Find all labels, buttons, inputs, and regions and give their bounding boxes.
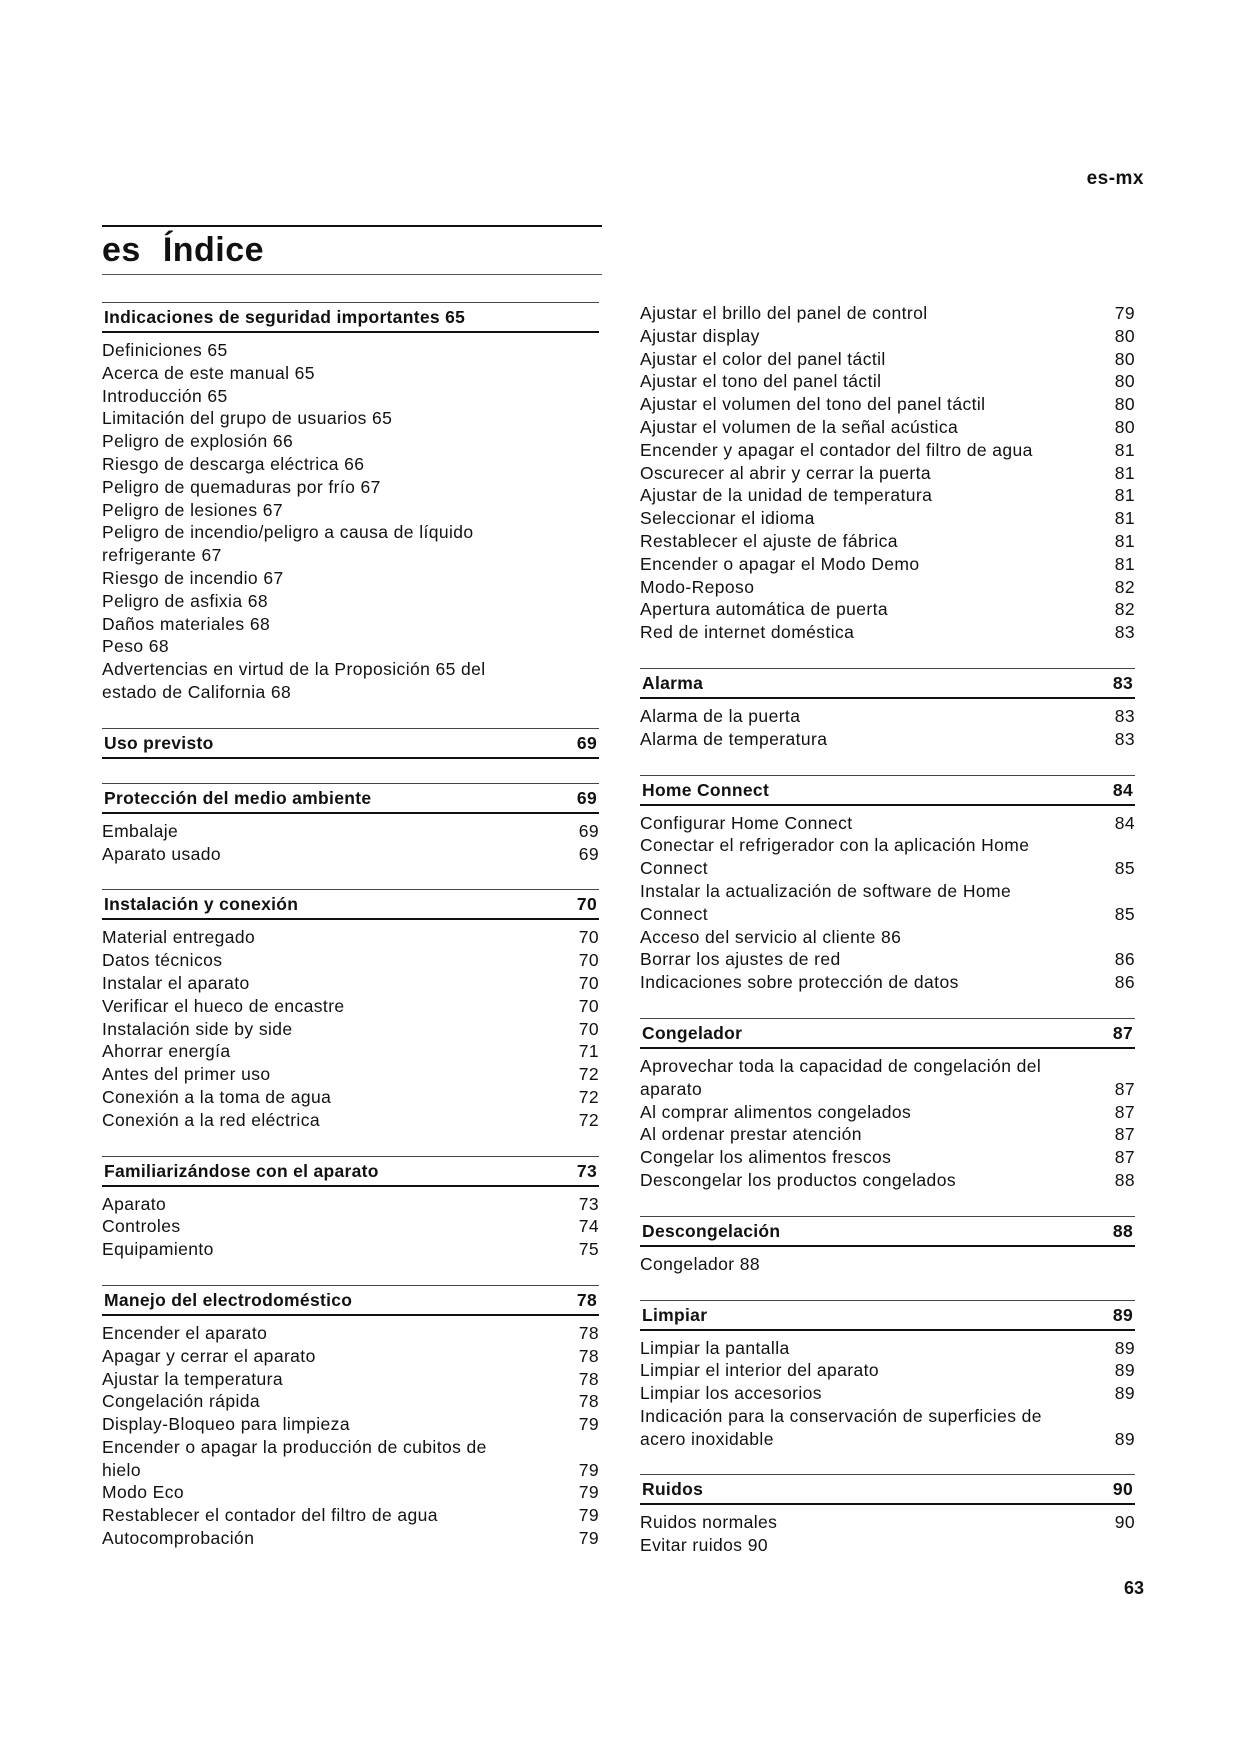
toc-section-title: Instalación y conexión <box>104 894 299 915</box>
toc-entry[interactable] <box>640 880 1135 926</box>
toc-entry[interactable] <box>640 1337 1135 1360</box>
toc-entry-page: 72 <box>578 1109 599 1130</box>
toc-entry-page: 80 <box>1114 416 1135 437</box>
toc-entry[interactable] <box>102 1322 599 1345</box>
toc-entry-page: 87 <box>1114 1078 1135 1099</box>
toc-entry-title: Datos técnicos <box>102 950 223 971</box>
toc-section-page: 88 <box>1112 1220 1133 1241</box>
toc-entry[interactable] <box>640 462 1135 485</box>
toc-entry-title: Instalar el aparato <box>102 972 250 993</box>
toc-entry-page: 87 <box>1114 1147 1135 1168</box>
toc-entry[interactable] <box>640 1169 1135 1192</box>
toc-entry[interactable] <box>102 635 599 658</box>
toc-entry-title: Encender o apagar el Modo Demo <box>640 553 920 574</box>
toc-section <box>640 1216 1135 1276</box>
toc-entry[interactable] <box>102 1040 599 1063</box>
toc-section-entries <box>640 1247 1135 1276</box>
toc-entry-title: Aparato usado <box>102 843 222 864</box>
toc-section-title: Manejo del electrodoméstico <box>104 1289 353 1310</box>
toc-entry-title: Indicación para la conservación de superficies de acero inoxidable <box>640 1405 1042 1449</box>
toc-section-page: 78 <box>576 1289 597 1310</box>
toc-entry[interactable] <box>102 1413 599 1436</box>
toc-entry[interactable] <box>102 362 599 385</box>
toc-entry[interactable] <box>102 1109 599 1132</box>
toc-entry[interactable] <box>102 407 599 430</box>
toc-section-title: Congelador <box>642 1022 743 1043</box>
toc-entry-page: 79 <box>578 1528 599 1549</box>
toc-entry-page: 81 <box>1114 508 1135 529</box>
toc-entry-title: Ruidos normales <box>640 1512 778 1533</box>
toc-entry-title: Descongelar los productos congelados <box>640 1169 956 1190</box>
toc-entry-title: Riesgo de descarga eléctrica 66 <box>102 453 365 474</box>
toc-section <box>102 1285 599 1550</box>
toc-entry-page: 89 <box>1114 1360 1135 1381</box>
toc-entry[interactable] <box>640 530 1135 553</box>
toc-section <box>102 1156 599 1261</box>
toc-entry-page: 79 <box>578 1482 599 1503</box>
toc-section <box>102 889 599 1131</box>
toc-entry[interactable] <box>102 926 599 949</box>
toc-entry[interactable] <box>102 430 599 453</box>
toc-entry-title: Introducción 65 <box>102 385 228 406</box>
toc-entry[interactable] <box>640 621 1135 644</box>
toc-entry[interactable] <box>102 972 599 995</box>
toc-entry-title: Oscurecer al abrir y cerrar la puerta <box>640 462 932 483</box>
toc-entry-title: Ajustar el brillo del panel de control <box>640 303 928 323</box>
toc-section-entries <box>102 814 599 866</box>
toc-section-heading[interactable] <box>102 302 599 333</box>
toc-section <box>102 783 599 866</box>
page-title <box>102 227 602 274</box>
toc-entry-title: Red de internet doméstica <box>640 622 855 643</box>
toc-entry[interactable] <box>102 521 599 567</box>
toc-section <box>640 1300 1135 1451</box>
toc-entry-title: Acceso del servicio al cliente 86 <box>640 926 902 947</box>
toc-entry-title: Advertencias en virtud de la Proposición 65 del estado de California 68 <box>102 659 486 702</box>
toc-entry-title: Limitación del grupo de usuarios 65 <box>102 408 393 429</box>
toc-entry-title: Peligro de asfixia 68 <box>102 590 268 611</box>
toc-entry-page: 70 <box>578 927 599 948</box>
toc-section-title: Home Connect <box>642 779 770 800</box>
toc-entry-title: Ahorrar energía <box>102 1041 231 1062</box>
page-number: 63 <box>1123 1578 1144 1598</box>
toc-entry-title: Peligro de incendio/peligro a causa de líquido refrigerante 67 <box>102 522 474 566</box>
toc-entry-page: 72 <box>578 1086 599 1107</box>
toc-section-heading[interactable] <box>102 1285 599 1316</box>
toc-entry[interactable] <box>102 995 599 1018</box>
title-rule-bottom <box>102 274 602 275</box>
toc-entry-page: 73 <box>578 1193 599 1214</box>
toc-section-heading[interactable] <box>102 728 599 759</box>
toc-entry[interactable] <box>640 393 1135 416</box>
toc-entry-title: Ajustar el color del panel táctil <box>640 348 886 369</box>
toc-section-entries <box>640 699 1135 751</box>
toc-section-entries <box>102 1187 599 1261</box>
toc-entry[interactable] <box>640 705 1135 728</box>
toc-entry[interactable] <box>640 439 1135 462</box>
toc-section-page: 70 <box>576 894 597 915</box>
toc-entry-page: 82 <box>1114 599 1135 620</box>
toc-entry-title: Material entregado <box>102 927 256 948</box>
toc-continued-entries <box>640 302 1135 644</box>
toc-entry[interactable] <box>640 1101 1135 1124</box>
toc-entry-title: Encender el aparato <box>102 1322 268 1343</box>
toc-entry-title: Congelador 88 <box>640 1253 761 1274</box>
toc-entry-page: 72 <box>578 1064 599 1085</box>
toc-entry-page: 89 <box>1114 1428 1135 1449</box>
toc-section-heading[interactable] <box>640 1474 1135 1505</box>
toc-entry-page: 88 <box>1114 1169 1135 1190</box>
toc-entry-title: Restablecer el contador del filtro de agua <box>102 1505 438 1526</box>
toc-entry-title: Controles <box>102 1216 181 1237</box>
toc-entry-title: Encender o apagar la producción de cubitos de hielo <box>102 1436 487 1480</box>
toc-entry[interactable] <box>640 1534 1135 1557</box>
toc-entry[interactable] <box>640 553 1135 576</box>
toc-entry[interactable] <box>640 728 1135 751</box>
toc-entry-title: Ajustar de la unidad de temperatura <box>640 485 933 506</box>
toc-section-page: 90 <box>1112 1479 1133 1500</box>
toc-section-entries <box>640 806 1135 994</box>
toc-section-entries <box>102 1316 599 1550</box>
toc-entry-title: Modo Eco <box>102 1482 184 1503</box>
toc-entry[interactable] <box>640 416 1135 439</box>
toc-entry-title: Limpiar los accesorios <box>640 1383 822 1404</box>
toc-section-title: Indicaciones de seguridad importantes 65 <box>104 307 466 327</box>
toc-entry[interactable] <box>102 820 599 843</box>
toc-entry-title: Ajustar el volumen de la señal acústica <box>640 416 959 437</box>
toc-entry-page: 71 <box>578 1041 599 1062</box>
toc-entry-page: 75 <box>578 1239 599 1260</box>
toc-entry[interactable] <box>640 1359 1135 1382</box>
toc-entry[interactable] <box>102 1018 599 1041</box>
toc-entry-title: Conectar el refrigerador con la aplicación Home Connect <box>640 835 1030 879</box>
toc-entry-title: Peligro de lesiones 67 <box>102 499 283 520</box>
title-language-prefix: es <box>102 231 141 269</box>
toc-entry-page: 81 <box>1114 485 1135 506</box>
toc-entry[interactable] <box>102 949 599 972</box>
toc-entry-page: 79 <box>578 1505 599 1526</box>
toc-entry-page: 78 <box>578 1322 599 1343</box>
toc-entry-page: 69 <box>578 820 599 841</box>
toc-entry-title: Peso 68 <box>102 636 170 657</box>
toc-entry[interactable] <box>102 1436 599 1482</box>
toc-section-heading[interactable] <box>102 783 599 814</box>
toc-section-page: 69 <box>576 787 597 808</box>
toc-section-heading[interactable] <box>640 1018 1135 1049</box>
toc-entry-page: 86 <box>1114 949 1135 970</box>
toc-entry[interactable] <box>102 613 599 636</box>
toc-section <box>102 728 599 759</box>
toc-entry-page: 80 <box>1114 325 1135 346</box>
toc-entry[interactable] <box>640 507 1135 530</box>
toc-section <box>640 775 1135 994</box>
toc-entry[interactable] <box>640 971 1135 994</box>
toc-entry-page: 80 <box>1114 371 1135 392</box>
toc-entry[interactable] <box>640 1146 1135 1169</box>
language-code: es-mx <box>1086 168 1144 189</box>
toc-entry-page: 70 <box>578 950 599 971</box>
toc-section-page: 89 <box>1112 1304 1133 1325</box>
toc-entry-title: Seleccionar el idioma <box>640 508 815 529</box>
toc-entry[interactable] <box>102 1238 599 1261</box>
toc-entry-page: 79 <box>1114 303 1135 323</box>
toc-section-title: Ruidos <box>642 1479 704 1500</box>
toc-section-title: Descongelación <box>642 1220 781 1241</box>
index-title-block <box>102 225 602 275</box>
toc-entry-title: Peligro de quemaduras por frío 67 <box>102 476 381 497</box>
toc-entry-page: 87 <box>1114 1124 1135 1145</box>
toc-entry-title: Daños materiales 68 <box>102 613 271 634</box>
toc-entry-page: 70 <box>578 1018 599 1039</box>
toc-entry-page: 74 <box>578 1216 599 1237</box>
toc-entry-title: Instalar la actualización de software de Home Connect <box>640 880 1012 924</box>
toc-entry-page: 89 <box>1114 1337 1135 1358</box>
toc-section-heading[interactable] <box>640 668 1135 699</box>
toc-entry[interactable] <box>102 1481 599 1504</box>
toc-entry-page: 87 <box>1114 1101 1135 1122</box>
toc-entry[interactable] <box>640 598 1135 621</box>
toc-entry[interactable] <box>102 1063 599 1086</box>
toc-entry-page: 83 <box>1114 705 1135 726</box>
toc-entry[interactable] <box>102 1215 599 1238</box>
toc-entry-page: 83 <box>1114 728 1135 749</box>
toc-entry-title: Ajustar la temperatura <box>102 1368 283 1389</box>
toc-entry-title: Antes del primer uso <box>102 1064 271 1085</box>
toc-entry[interactable] <box>102 476 599 499</box>
toc-entry[interactable] <box>102 1504 599 1527</box>
toc-entry-title: Modo-Reposo <box>640 576 755 597</box>
toc-entry-page: 80 <box>1114 394 1135 415</box>
toc-entry[interactable] <box>102 843 599 866</box>
toc-entry[interactable] <box>640 370 1135 393</box>
toc-entry[interactable] <box>640 812 1135 835</box>
toc-section-title: Limpiar <box>642 1304 708 1325</box>
toc-entry[interactable] <box>102 658 599 704</box>
toc-entry[interactable] <box>640 926 1135 949</box>
toc-section-page: 87 <box>1112 1022 1133 1043</box>
toc-entry[interactable] <box>640 1123 1135 1146</box>
toc-entry[interactable] <box>640 1511 1135 1534</box>
toc-entry[interactable] <box>640 948 1135 971</box>
toc-section-page: 83 <box>1112 672 1133 693</box>
toc-entry-title: Aprovechar toda la capacidad de congelación del aparato <box>640 1055 1042 1099</box>
toc-entry[interactable] <box>102 385 599 408</box>
toc-entry-page: 81 <box>1114 462 1135 483</box>
toc-entry-title: Instalación side by side <box>102 1018 293 1039</box>
toc-entry[interactable] <box>640 1055 1135 1101</box>
toc-entry-title: Indicaciones sobre protección de datos <box>640 972 959 993</box>
toc-section-page: 69 <box>576 732 597 753</box>
toc-entry-title: Equipamiento <box>102 1239 214 1260</box>
toc-section-heading[interactable] <box>102 889 599 920</box>
toc-entry[interactable] <box>640 1253 1135 1276</box>
toc-section-entries <box>640 1505 1135 1557</box>
toc-entry-page: 85 <box>1114 858 1135 879</box>
toc-entry[interactable] <box>640 348 1135 371</box>
toc-entry[interactable] <box>102 1193 599 1216</box>
toc-entry-title: Evitar ruidos 90 <box>640 1535 768 1556</box>
toc-entry-title: Apertura automática de puerta <box>640 599 888 620</box>
toc-entry-title: Ajustar el volumen del tono del panel táctil <box>640 394 986 415</box>
toc-entry-title: Al ordenar prestar atención <box>640 1124 862 1145</box>
toc-entry-page: 79 <box>578 1414 599 1435</box>
toc-entry[interactable] <box>640 1382 1135 1405</box>
toc-section <box>102 302 599 704</box>
toc-entry[interactable] <box>640 834 1135 880</box>
toc-entry-title: Congelar los alimentos frescos <box>640 1147 892 1168</box>
toc-section-entries <box>640 1049 1135 1192</box>
toc-section-heading[interactable] <box>640 1300 1135 1331</box>
toc-section-title: Uso previsto <box>104 732 214 753</box>
toc-entry[interactable] <box>102 499 599 522</box>
toc-entry-page: 89 <box>1114 1383 1135 1404</box>
toc-section-entries <box>102 920 599 1131</box>
toc-entry-title: Verificar el hueco de encastre <box>102 995 345 1016</box>
toc-section-title: Alarma <box>642 672 704 693</box>
toc-entry-title: Aparato <box>102 1193 167 1214</box>
toc-entry[interactable] <box>102 567 599 590</box>
toc-entry-page: 85 <box>1114 903 1135 924</box>
toc-entry-title: Embalaje <box>102 820 179 841</box>
toc-entry-page: 83 <box>1114 622 1135 643</box>
toc-section-heading[interactable] <box>102 1156 599 1187</box>
toc-section-title: Familiarizándose con el aparato <box>104 1160 379 1181</box>
toc-entry-page: 79 <box>578 1459 599 1480</box>
toc-entry-title: Al comprar alimentos congelados <box>640 1101 912 1122</box>
toc-entry[interactable] <box>640 484 1135 507</box>
toc-entry-page: 78 <box>578 1368 599 1389</box>
toc-section-page: 84 <box>1112 779 1133 800</box>
toc-section-entries <box>640 1331 1135 1451</box>
toc-entry-page: 82 <box>1114 576 1135 597</box>
toc-entry[interactable] <box>640 576 1135 599</box>
toc-entry-page: 86 <box>1114 972 1135 993</box>
toc-entry-title: Apagar y cerrar el aparato <box>102 1345 316 1366</box>
toc-entry-page: 81 <box>1114 439 1135 460</box>
toc-entry-title: Ajustar el tono del panel táctil <box>640 371 882 392</box>
toc-entry-title: Conexión a la toma de agua <box>102 1086 332 1107</box>
toc-entry-page: 70 <box>578 995 599 1016</box>
toc-section <box>640 668 1135 751</box>
toc-entry[interactable] <box>640 1405 1135 1451</box>
toc-entry[interactable] <box>102 1086 599 1109</box>
toc-entry[interactable] <box>102 339 599 362</box>
toc-entry[interactable] <box>102 1390 599 1413</box>
toc-entry[interactable] <box>102 1368 599 1391</box>
toc-entry[interactable] <box>102 590 599 613</box>
toc-column-right <box>640 302 1135 1581</box>
toc-entry-page: 81 <box>1114 530 1135 551</box>
toc-entry-title: Encender y apagar el contador del filtro de agua <box>640 439 1033 460</box>
toc-entry-page: 78 <box>578 1391 599 1412</box>
toc-column-left <box>102 302 599 1574</box>
toc-entry[interactable] <box>102 453 599 476</box>
toc-entry-title: Peligro de explosión 66 <box>102 431 294 452</box>
toc-entry-title: Conexión a la red eléctrica <box>102 1109 320 1130</box>
toc-entry-page: 78 <box>578 1345 599 1366</box>
toc-entry-page: 90 <box>1114 1512 1135 1533</box>
toc-entry-title: Riesgo de incendio 67 <box>102 567 284 588</box>
toc-entry-title: Limpiar el interior del aparato <box>640 1360 880 1381</box>
toc-entry-title: Borrar los ajustes de red <box>640 949 841 970</box>
toc-entry-title: Ajustar display <box>640 325 760 346</box>
toc-section-heading[interactable] <box>640 775 1135 806</box>
toc-entry-title: Limpiar la pantalla <box>640 1337 790 1358</box>
toc-entry[interactable] <box>102 1527 599 1550</box>
toc-section-title: Protección del medio ambiente <box>104 787 372 808</box>
toc-entry[interactable] <box>102 1345 599 1368</box>
toc-entry-page: 84 <box>1114 812 1135 833</box>
toc-entry-page: 80 <box>1114 348 1135 369</box>
toc-entry[interactable] <box>640 302 1135 325</box>
toc-entry-title: Restablecer el ajuste de fábrica <box>640 530 898 551</box>
toc-entry-title: Definiciones 65 <box>102 340 228 360</box>
toc-entry-title: Congelación rápida <box>102 1391 261 1412</box>
title-text: Índice <box>162 231 265 269</box>
toc-section <box>640 1474 1135 1557</box>
toc-entry-title: Configurar Home Connect <box>640 812 853 833</box>
toc-entry-title: Alarma de la puerta <box>640 705 801 726</box>
toc-entry-page: 70 <box>578 972 599 993</box>
toc-entry-title: Autocomprobación <box>102 1528 255 1549</box>
toc-entry-title: Alarma de temperatura <box>640 728 828 749</box>
toc-entry-page: 69 <box>578 843 599 864</box>
toc-section <box>640 1018 1135 1192</box>
toc-entry-page: 81 <box>1114 553 1135 574</box>
toc-entry-title: Acerca de este manual 65 <box>102 362 315 383</box>
toc-entry[interactable] <box>640 325 1135 348</box>
toc-section-page: 73 <box>576 1160 597 1181</box>
toc-entry-title: Display-Bloqueo para limpieza <box>102 1414 350 1435</box>
toc-section-heading[interactable] <box>640 1216 1135 1247</box>
toc-section-entries <box>102 333 599 704</box>
